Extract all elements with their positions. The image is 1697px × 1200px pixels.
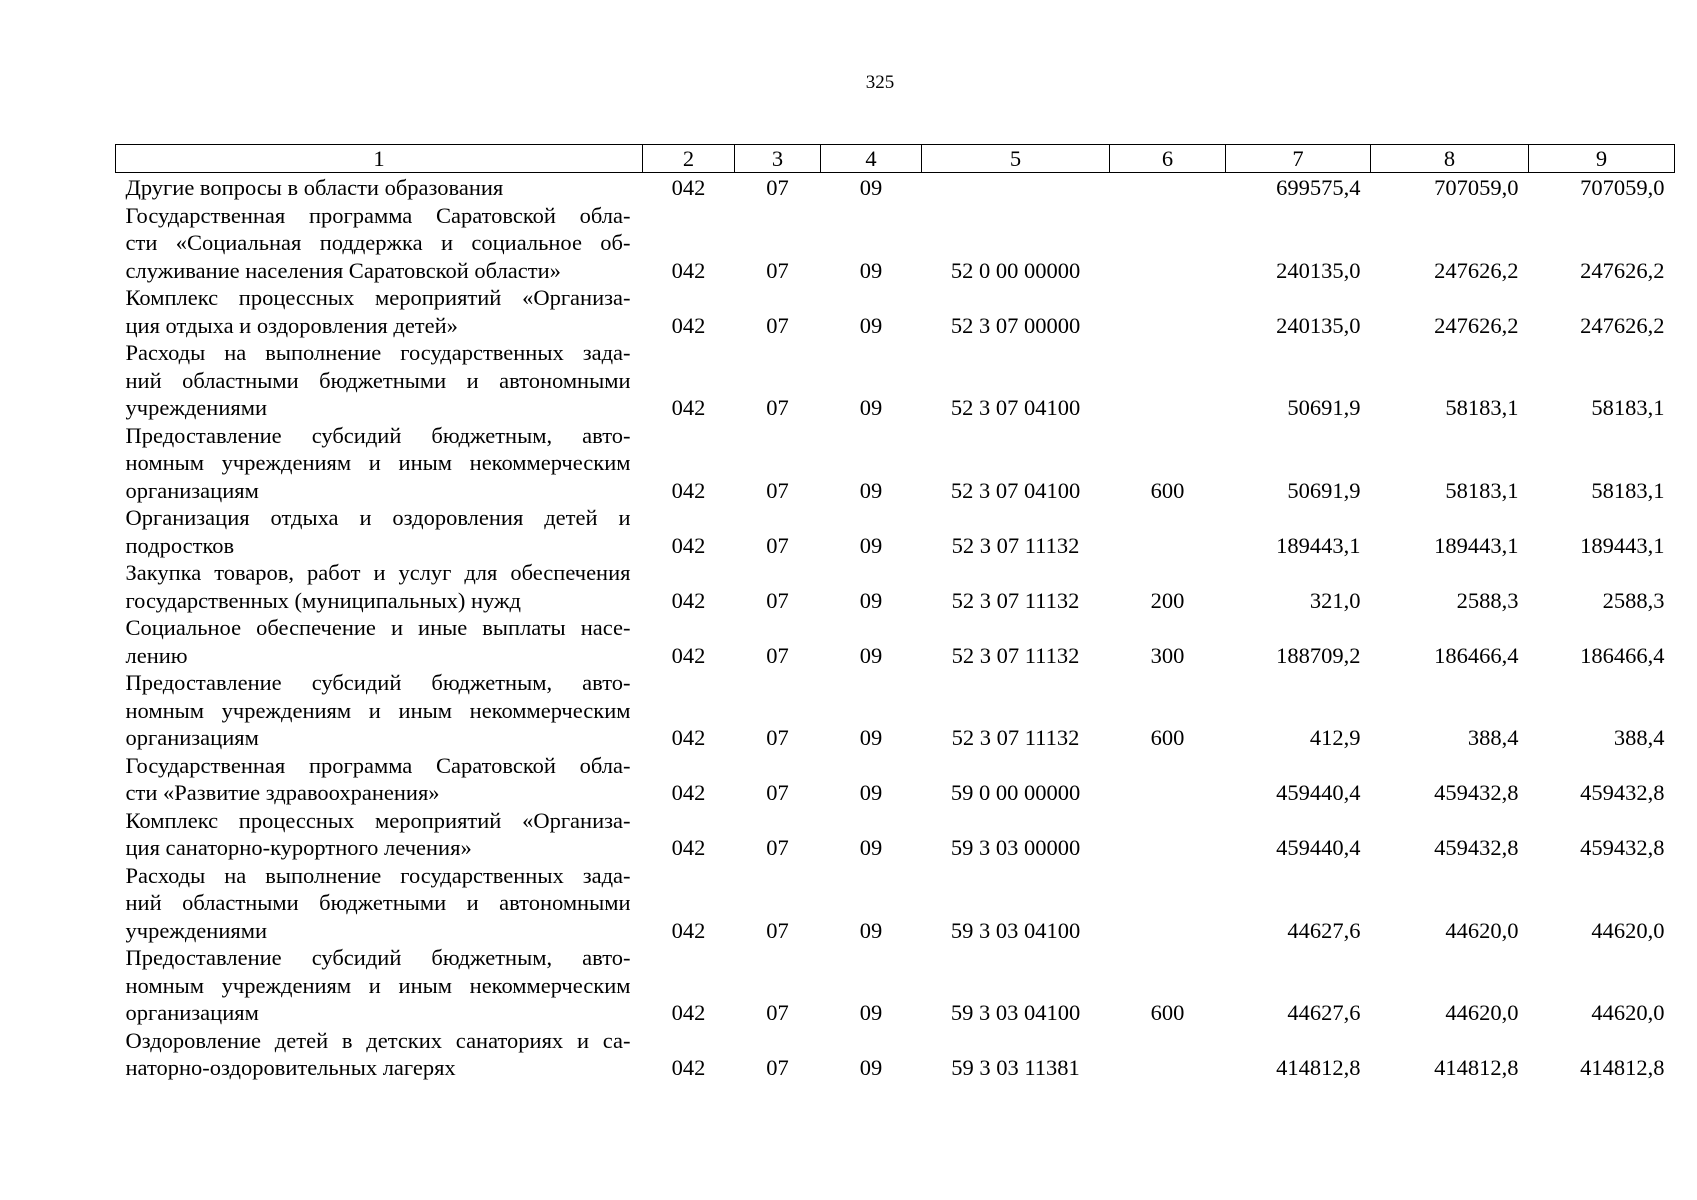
- row-name: [116, 422, 643, 505]
- target-article-code: 59 3 03 04100: [950, 917, 1081, 943]
- amount-col-7: 321,0: [1309, 587, 1361, 613]
- ministry-code: 042: [671, 1055, 706, 1080]
- row-name-line: организациям: [125, 725, 259, 750]
- row-name: [116, 202, 643, 285]
- row-name-line: Предоставление субсидий бюджетным, авто-: [125, 422, 631, 448]
- ministry-code: 042: [671, 587, 706, 613]
- target-article-code: 52 3 07 11132: [951, 642, 1080, 668]
- table-row: [116, 669, 1675, 752]
- subsection-code: 09: [859, 917, 883, 943]
- row-name-line: государственных (муниципальных) нужд: [125, 587, 521, 613]
- column-header-7: 7: [1226, 145, 1371, 173]
- row-name: [116, 559, 643, 614]
- table-row: [116, 202, 1675, 285]
- subsection-code: 09: [859, 642, 883, 668]
- amount-col-8: 58183,1: [1445, 395, 1519, 420]
- expense-type-code: [1110, 202, 1226, 285]
- section-code: 07: [766, 257, 789, 283]
- amount-col-8: 414812,8: [1434, 1055, 1519, 1080]
- row-name: [116, 944, 643, 1027]
- subsection-code: 09: [859, 477, 883, 503]
- ministry-code: 042: [671, 642, 706, 668]
- section-code: 07: [766, 175, 789, 200]
- row-name-line: Закупка товаров, работ и услуг для обеспечения: [125, 560, 631, 585]
- subsection-code: 09: [859, 1000, 883, 1025]
- row-name: [116, 669, 643, 752]
- section-code: 07: [766, 780, 789, 805]
- section-code: 07: [766, 835, 789, 860]
- amount-col-9: 189443,1: [1580, 532, 1665, 558]
- ministry-code: 042: [671, 917, 706, 943]
- amount-col-7: 459440,4: [1276, 835, 1361, 860]
- expense-type-code: 600: [1150, 477, 1185, 503]
- row-name-line: служивание населения Саратовской области»: [125, 257, 561, 283]
- row-name-line: Оздоровление детей в детских санаториях и са-: [125, 1027, 631, 1053]
- expense-type-code: [1110, 862, 1226, 945]
- row-name-line: Предоставление субсидий бюджетным, авто-: [125, 670, 631, 695]
- ministry-code: 042: [671, 175, 706, 200]
- row-name-line: сти «Социальная поддержка и социальное об-: [125, 230, 631, 255]
- target-article-code: 59 3 03 11381: [951, 1055, 1080, 1080]
- expense-type-code: 600: [1150, 725, 1185, 750]
- table-body: [116, 173, 1675, 1082]
- subsection-code: 09: [859, 1055, 883, 1080]
- amount-col-8: 459432,8: [1434, 835, 1519, 860]
- row-name-line: Расходы на выполнение государственных зада-: [125, 340, 631, 365]
- target-article-code: 59 3 03 04100: [950, 1000, 1081, 1025]
- section-code: 07: [766, 917, 789, 943]
- subsection-code: 09: [859, 312, 883, 338]
- row-name-line: Социальное обеспечение и иные выплаты насе-: [125, 615, 631, 640]
- target-article-code: 52 3 07 11132: [951, 587, 1080, 613]
- row-name-line: учреждениями: [125, 917, 267, 943]
- row-name-line: наторно-оздоровительных лагерях: [125, 1055, 456, 1080]
- section-code: 07: [766, 395, 789, 420]
- target-article-code: 59 3 03 00000: [950, 835, 1081, 860]
- row-name: [116, 807, 643, 862]
- ministry-code: 042: [671, 257, 706, 283]
- row-name-line: Расходы на выполнение государственных зада-: [125, 862, 631, 888]
- amount-col-7: 189443,1: [1276, 532, 1361, 558]
- table-row: [116, 339, 1675, 422]
- row-name: [116, 1027, 643, 1082]
- amount-col-7: 44627,6: [1287, 917, 1361, 943]
- target-article-code: 52 3 07 00000: [950, 312, 1081, 338]
- amount-col-7: 240135,0: [1276, 257, 1361, 283]
- expense-type-code: [1110, 752, 1226, 807]
- table-row: [116, 559, 1675, 614]
- subsection-code: 09: [859, 587, 883, 613]
- target-article-code: 59 0 00 00000: [950, 780, 1081, 805]
- amount-col-7: 240135,0: [1276, 312, 1361, 338]
- amount-col-7: 50691,9: [1287, 477, 1361, 503]
- amount-col-7: 414812,8: [1276, 1055, 1361, 1080]
- row-name-line: сти «Развитие здравоохранения»: [125, 780, 440, 805]
- column-header-4: 4: [821, 145, 922, 173]
- expense-type-code: 300: [1150, 642, 1185, 668]
- column-header-6: 6: [1110, 145, 1226, 173]
- amount-col-7: 188709,2: [1276, 642, 1361, 668]
- table-row: [116, 284, 1675, 339]
- amount-col-7: 699575,4: [1276, 175, 1361, 200]
- amount-col-9: 414812,8: [1580, 1055, 1665, 1080]
- amount-col-8: 388,4: [1467, 725, 1519, 750]
- expense-type-code: [1110, 504, 1226, 559]
- amount-col-9: 247626,2: [1580, 312, 1665, 338]
- amount-col-7: 459440,4: [1276, 780, 1361, 805]
- amount-col-9: 44620,0: [1591, 917, 1665, 943]
- ministry-code: 042: [671, 725, 706, 750]
- table-row: [116, 807, 1675, 862]
- amount-col-9: 388,4: [1613, 725, 1665, 750]
- table-row: [116, 504, 1675, 559]
- row-name-line: Другие вопросы в области образования: [125, 175, 504, 200]
- target-article-code: 52 0 00 00000: [950, 257, 1081, 283]
- amount-col-8: 58183,1: [1445, 477, 1519, 503]
- row-name: [116, 614, 643, 669]
- ministry-code: 042: [671, 835, 706, 860]
- target-article-code: [922, 173, 1110, 202]
- ministry-code: 042: [671, 477, 706, 503]
- row-name-line: Комплекс процессных мероприятий «Организа-: [125, 285, 631, 310]
- row-name: [116, 173, 643, 202]
- column-header-3: 3: [735, 145, 821, 173]
- amount-col-8: 247626,2: [1434, 257, 1519, 283]
- row-name: [116, 862, 643, 945]
- budget-table: [115, 144, 1675, 1082]
- amount-col-9: 459432,8: [1580, 835, 1665, 860]
- table-row: [116, 422, 1675, 505]
- expense-type-code: 600: [1150, 1000, 1185, 1025]
- row-name-line: лению: [125, 642, 188, 668]
- column-header-2: 2: [643, 145, 735, 173]
- amount-col-7: 412,9: [1309, 725, 1361, 750]
- subsection-code: 09: [859, 725, 883, 750]
- table-header-row: [116, 145, 1675, 173]
- target-article-code: 52 3 07 04100: [950, 477, 1081, 503]
- column-header-5: 5: [922, 145, 1110, 173]
- row-name-line: ний областными бюджетными и автономными: [125, 367, 631, 393]
- expense-type-code: [1110, 1027, 1226, 1082]
- page-number: 325: [865, 72, 895, 93]
- amount-col-9: 247626,2: [1580, 257, 1665, 283]
- ministry-code: 042: [671, 532, 706, 558]
- amount-col-8: 247626,2: [1434, 312, 1519, 338]
- section-code: 07: [766, 312, 789, 338]
- column-header-8: 8: [1371, 145, 1529, 173]
- table-row: [116, 173, 1675, 202]
- row-name-line: Предоставление субсидий бюджетным, авто-: [125, 945, 631, 970]
- amount-col-8: 459432,8: [1434, 780, 1519, 805]
- table-row: [116, 614, 1675, 669]
- amount-col-8: 189443,1: [1434, 532, 1519, 558]
- row-name: [116, 504, 643, 559]
- target-article-code: 52 3 07 04100: [950, 395, 1081, 420]
- row-name-line: ний областными бюджетными и автономными: [125, 890, 631, 915]
- table-row: [116, 752, 1675, 807]
- section-code: 07: [766, 725, 789, 750]
- row-name: [116, 752, 643, 807]
- row-name-line: организациям: [125, 1000, 259, 1025]
- expense-type-code: [1110, 339, 1226, 422]
- expense-type-code: [1110, 173, 1226, 202]
- row-name-line: Государственная программа Саратовской обла-: [125, 752, 631, 778]
- amount-col-9: 44620,0: [1591, 1000, 1665, 1025]
- ministry-code: 042: [671, 312, 706, 338]
- amount-col-9: 58183,1: [1591, 477, 1665, 503]
- section-code: 07: [766, 532, 789, 558]
- expense-type-code: [1110, 807, 1226, 862]
- row-name-line: Организация отдыха и оздоровления детей и: [125, 505, 631, 530]
- ministry-code: 042: [671, 1000, 706, 1025]
- row-name-line: номным учреждениям и иным некоммерческим: [125, 697, 631, 723]
- expense-type-code: [1110, 284, 1226, 339]
- amount-col-9: 2588,3: [1602, 587, 1665, 613]
- target-article-code: 52 3 07 11132: [951, 725, 1080, 750]
- amount-col-9: 459432,8: [1580, 780, 1665, 805]
- subsection-code: 09: [859, 532, 883, 558]
- column-header-9: 9: [1529, 145, 1675, 173]
- column-header-1: 1: [116, 145, 643, 173]
- section-code: 07: [766, 477, 789, 503]
- table-row: [116, 1027, 1675, 1082]
- subsection-code: 09: [859, 780, 883, 805]
- row-name-line: организациям: [125, 477, 259, 503]
- amount-col-8: 707059,0: [1434, 175, 1519, 200]
- subsection-code: 09: [859, 835, 883, 860]
- subsection-code: 09: [859, 175, 883, 200]
- row-name-line: номным учреждениям и иным некоммерческим: [125, 450, 631, 475]
- row-name: [116, 339, 643, 422]
- amount-col-7: 50691,9: [1287, 395, 1361, 420]
- amount-col-7: 44627,6: [1287, 1000, 1361, 1025]
- row-name-line: учреждениями: [125, 395, 267, 420]
- table-row: [116, 944, 1675, 1027]
- amount-col-9: 58183,1: [1591, 395, 1665, 420]
- expense-type-code: 200: [1150, 587, 1185, 613]
- row-name-line: Комплекс процессных мероприятий «Организа-: [125, 807, 631, 833]
- ministry-code: 042: [671, 395, 706, 420]
- amount-col-8: 44620,0: [1445, 1000, 1519, 1025]
- table-row: [116, 862, 1675, 945]
- amount-col-8: 186466,4: [1434, 642, 1519, 668]
- section-code: 07: [766, 1055, 789, 1080]
- amount-col-8: 2588,3: [1456, 587, 1519, 613]
- subsection-code: 09: [859, 257, 883, 283]
- section-code: 07: [766, 642, 789, 668]
- subsection-code: 09: [859, 395, 883, 420]
- row-name-line: номным учреждениям и иным некоммерческим: [125, 972, 631, 998]
- section-code: 07: [766, 1000, 789, 1025]
- amount-col-9: 707059,0: [1580, 175, 1665, 200]
- section-code: 07: [766, 587, 789, 613]
- ministry-code: 042: [671, 780, 706, 805]
- row-name-line: Государственная программа Саратовской обла-: [125, 202, 631, 228]
- row-name-line: подростков: [125, 532, 235, 558]
- row-name-line: ция санаторно-курортного лечения»: [125, 835, 472, 860]
- amount-col-9: 186466,4: [1580, 642, 1665, 668]
- amount-col-8: 44620,0: [1445, 917, 1519, 943]
- row-name-line: ция отдыха и оздоровления детей»: [125, 312, 458, 338]
- target-article-code: 52 3 07 11132: [951, 532, 1080, 558]
- row-name: [116, 284, 643, 339]
